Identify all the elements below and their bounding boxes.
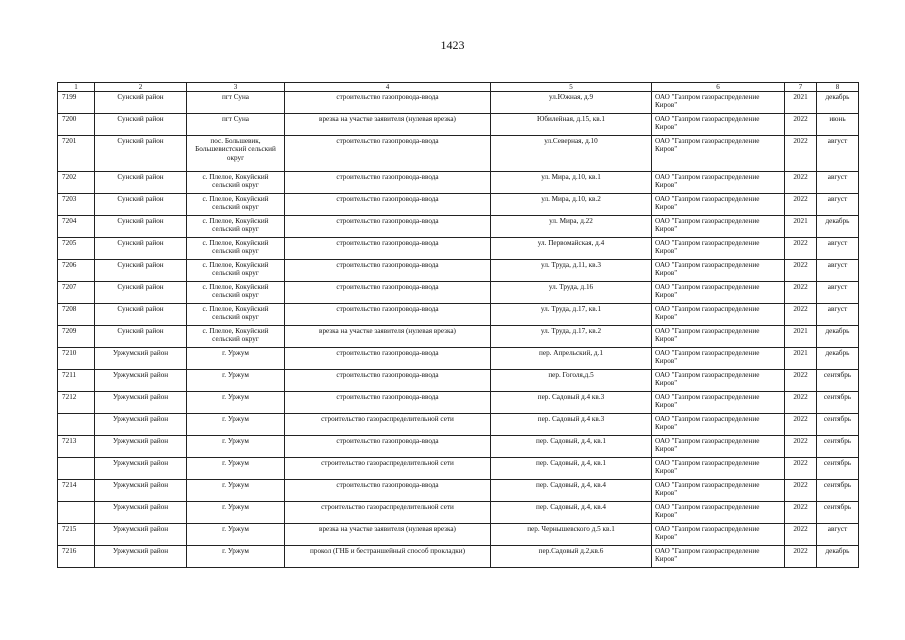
work-type-cell: строительство газораспределительной сети bbox=[285, 414, 491, 436]
district-cell: Уржумский район bbox=[95, 392, 187, 414]
work-type-cell: врезка на участке заявителя (нулевая врезка) bbox=[285, 524, 491, 546]
work-type-cell: строительство газопровода-ввода bbox=[285, 282, 491, 304]
address-cell: ул. Мира, д.10, кв.2 bbox=[491, 194, 652, 216]
month-cell: август bbox=[817, 524, 859, 546]
row-number: 7210 bbox=[58, 348, 95, 370]
address-cell: пер. Садовый, д.4, кв.4 bbox=[491, 480, 652, 502]
month-cell: август bbox=[817, 136, 859, 172]
table-row bbox=[58, 216, 859, 238]
organization-cell: ОАО "Газпром газораспределение Киров" bbox=[652, 436, 785, 458]
work-type-cell: строительство газопровода-ввода bbox=[285, 348, 491, 370]
locality-cell: г. Уржум bbox=[187, 458, 285, 480]
organization-cell: ОАО "Газпром газораспределение Киров" bbox=[652, 502, 785, 524]
address-cell: ул. Первомайская, д.4 bbox=[491, 238, 652, 260]
table-row bbox=[58, 260, 859, 282]
row-number: 7200 bbox=[58, 114, 95, 136]
locality-cell: г. Уржум bbox=[187, 392, 285, 414]
district-cell: Уржумский район bbox=[95, 480, 187, 502]
month-cell: декабрь bbox=[817, 216, 859, 238]
organization-cell: ОАО "Газпром газораспределение Киров" bbox=[652, 326, 785, 348]
locality-cell: с. Плелое, Кокуйский сельский округ bbox=[187, 260, 285, 282]
district-cell: Сунский район bbox=[95, 172, 187, 194]
locality-cell: с. Плелое, Кокуйский сельский округ bbox=[187, 172, 285, 194]
address-cell: пер.Садовый д.2,кв.6 bbox=[491, 546, 652, 568]
organization-cell: ОАО "Газпром газораспределение Киров" bbox=[652, 216, 785, 238]
work-type-cell: строительство газопровода-ввода bbox=[285, 136, 491, 172]
organization-cell: ОАО "Газпром газораспределение Киров" bbox=[652, 238, 785, 260]
organization-cell: ОАО "Газпром газораспределение Киров" bbox=[652, 282, 785, 304]
month-cell: сентябрь bbox=[817, 480, 859, 502]
address-cell: ул. Труда, д.17, кв.1 bbox=[491, 304, 652, 326]
district-cell: Сунский район bbox=[95, 282, 187, 304]
organization-cell: ОАО "Газпром газораспределение Киров" bbox=[652, 524, 785, 546]
work-type-cell: строительство газопровода-ввода bbox=[285, 392, 491, 414]
locality-cell: г. Уржум bbox=[187, 436, 285, 458]
work-type-cell: строительство газопровода-ввода bbox=[285, 92, 491, 114]
work-type-cell: строительство газопровода-ввода bbox=[285, 194, 491, 216]
year-cell: 2022 bbox=[785, 392, 817, 414]
year-cell: 2022 bbox=[785, 172, 817, 194]
table-row bbox=[58, 436, 859, 458]
work-type-cell: строительство газопровода-ввода bbox=[285, 436, 491, 458]
year-cell: 2022 bbox=[785, 282, 817, 304]
table-row bbox=[58, 348, 859, 370]
work-type-cell: строительство газопровода-ввода bbox=[285, 370, 491, 392]
year-cell: 2022 bbox=[785, 480, 817, 502]
table-row bbox=[58, 502, 859, 524]
work-type-cell: строительство газораспределительной сети bbox=[285, 458, 491, 480]
address-cell: пер. Садовый, д.4, кв.1 bbox=[491, 436, 652, 458]
district-cell: Уржумский район bbox=[95, 502, 187, 524]
address-cell: пер. Гоголя,д.5 bbox=[491, 370, 652, 392]
month-cell: декабрь bbox=[817, 92, 859, 114]
organization-cell: ОАО "Газпром газораспределение Киров" bbox=[652, 414, 785, 436]
row-number: 7214 bbox=[58, 480, 95, 502]
month-cell: август bbox=[817, 194, 859, 216]
year-cell: 2021 bbox=[785, 92, 817, 114]
table-row bbox=[58, 304, 859, 326]
locality-cell: г. Уржум bbox=[187, 546, 285, 568]
address-cell: ул. Мира, д.10, кв.1 bbox=[491, 172, 652, 194]
organization-cell: ОАО "Газпром газораспределение Киров" bbox=[652, 480, 785, 502]
year-cell: 2022 bbox=[785, 238, 817, 260]
year-cell: 2022 bbox=[785, 546, 817, 568]
month-cell: август bbox=[817, 282, 859, 304]
work-type-cell: строительство газопровода-ввода bbox=[285, 480, 491, 502]
district-cell: Уржумский район bbox=[95, 414, 187, 436]
month-cell: сентябрь bbox=[817, 370, 859, 392]
table-row bbox=[58, 238, 859, 260]
column-header: 2 bbox=[95, 83, 187, 92]
row-number: 7216 bbox=[58, 546, 95, 568]
year-cell: 2022 bbox=[785, 458, 817, 480]
address-cell: пер. Апрельский, д.1 bbox=[491, 348, 652, 370]
month-cell: декабрь bbox=[817, 348, 859, 370]
column-header: 8 bbox=[817, 83, 859, 92]
row-number bbox=[58, 458, 95, 480]
row-number: 7206 bbox=[58, 260, 95, 282]
work-type-cell: врезка на участке заявителя (нулевая врезка) bbox=[285, 114, 491, 136]
work-type-cell: строительство газопровода-ввода bbox=[285, 238, 491, 260]
month-cell: август bbox=[817, 238, 859, 260]
locality-cell: с. Плелое, Кокуйский сельский округ bbox=[187, 194, 285, 216]
year-cell: 2022 bbox=[785, 436, 817, 458]
district-cell: Сунский район bbox=[95, 114, 187, 136]
gas-connection-registry-table bbox=[57, 82, 859, 568]
address-cell: пер. Садовый, д.4, кв.1 bbox=[491, 458, 652, 480]
table-row bbox=[58, 172, 859, 194]
address-cell: Юбилейная, д.15, кв.1 bbox=[491, 114, 652, 136]
locality-cell: г. Уржум bbox=[187, 524, 285, 546]
locality-cell: г. Уржум bbox=[187, 370, 285, 392]
locality-cell: г. Уржум bbox=[187, 414, 285, 436]
locality-cell: с. Плелое, Кокуйский сельский округ bbox=[187, 216, 285, 238]
month-cell: декабрь bbox=[817, 546, 859, 568]
table-row bbox=[58, 114, 859, 136]
table-row bbox=[58, 392, 859, 414]
table-row bbox=[58, 136, 859, 172]
table-row bbox=[58, 194, 859, 216]
row-number bbox=[58, 502, 95, 524]
locality-cell: г. Уржум bbox=[187, 480, 285, 502]
row-number: 7212 bbox=[58, 392, 95, 414]
locality-cell: с. Плелое, Кокуйский сельский округ bbox=[187, 304, 285, 326]
address-cell: ул. Труда, д.11, кв.3 bbox=[491, 260, 652, 282]
organization-cell: ОАО "Газпром газораспределение Киров" bbox=[652, 458, 785, 480]
work-type-cell: строительство газопровода-ввода bbox=[285, 172, 491, 194]
table-row bbox=[58, 458, 859, 480]
column-header: 6 bbox=[652, 83, 785, 92]
column-header: 3 bbox=[187, 83, 285, 92]
month-cell: сентябрь bbox=[817, 414, 859, 436]
organization-cell: ОАО "Газпром газораспределение Киров" bbox=[652, 172, 785, 194]
organization-cell: ОАО "Газпром газораспределение Киров" bbox=[652, 370, 785, 392]
column-header: 5 bbox=[491, 83, 652, 92]
district-cell: Сунский район bbox=[95, 260, 187, 282]
row-number: 7209 bbox=[58, 326, 95, 348]
year-cell: 2022 bbox=[785, 524, 817, 546]
address-cell: ул. Труда, д.16 bbox=[491, 282, 652, 304]
table-row bbox=[58, 92, 859, 114]
column-number-row bbox=[58, 83, 859, 92]
row-number: 7213 bbox=[58, 436, 95, 458]
column-header: 1 bbox=[58, 83, 95, 92]
district-cell: Сунский район bbox=[95, 304, 187, 326]
row-number: 7204 bbox=[58, 216, 95, 238]
work-type-cell: строительство газопровода-ввода bbox=[285, 304, 491, 326]
organization-cell: ОАО "Газпром газораспределение Киров" bbox=[652, 136, 785, 172]
district-cell: Уржумский район bbox=[95, 546, 187, 568]
district-cell: Уржумский район bbox=[95, 348, 187, 370]
table-row bbox=[58, 546, 859, 568]
month-cell: сентябрь bbox=[817, 436, 859, 458]
district-cell: Уржумский район bbox=[95, 370, 187, 392]
column-header: 4 bbox=[285, 83, 491, 92]
work-type-cell: строительство газопровода-ввода bbox=[285, 216, 491, 238]
address-cell: ул.Северная, д.10 bbox=[491, 136, 652, 172]
row-number: 7208 bbox=[58, 304, 95, 326]
year-cell: 2022 bbox=[785, 114, 817, 136]
year-cell: 2022 bbox=[785, 414, 817, 436]
district-cell: Сунский район bbox=[95, 194, 187, 216]
month-cell: сентябрь bbox=[817, 502, 859, 524]
year-cell: 2021 bbox=[785, 348, 817, 370]
locality-cell: пгт Суна bbox=[187, 92, 285, 114]
month-cell: декабрь bbox=[817, 326, 859, 348]
district-cell: Сунский район bbox=[95, 216, 187, 238]
year-cell: 2022 bbox=[785, 502, 817, 524]
month-cell: июнь bbox=[817, 114, 859, 136]
address-cell: ул. Мира, д.22 bbox=[491, 216, 652, 238]
address-cell: пер. Садовый, д.4, кв.4 bbox=[491, 502, 652, 524]
district-cell: Сунский район bbox=[95, 136, 187, 172]
month-cell: август bbox=[817, 172, 859, 194]
district-cell: Уржумский район bbox=[95, 458, 187, 480]
month-cell: август bbox=[817, 260, 859, 282]
year-cell: 2022 bbox=[785, 260, 817, 282]
locality-cell: пос. Большевик, Большевистский сельский округ bbox=[187, 136, 285, 172]
year-cell: 2022 bbox=[785, 370, 817, 392]
district-cell: Сунский район bbox=[95, 238, 187, 260]
row-number: 7202 bbox=[58, 172, 95, 194]
year-cell: 2022 bbox=[785, 304, 817, 326]
locality-cell: с. Плелое, Кокуйский сельский округ bbox=[187, 238, 285, 260]
month-cell: август bbox=[817, 304, 859, 326]
row-number: 7203 bbox=[58, 194, 95, 216]
organization-cell: ОАО "Газпром газораспределение Киров" bbox=[652, 260, 785, 282]
address-cell: пер. Садовый д.4 кв.3 bbox=[491, 392, 652, 414]
table-row bbox=[58, 480, 859, 502]
table-row bbox=[58, 370, 859, 392]
row-number: 7207 bbox=[58, 282, 95, 304]
locality-cell: г. Уржум bbox=[187, 502, 285, 524]
row-number bbox=[58, 414, 95, 436]
row-number: 7205 bbox=[58, 238, 95, 260]
month-cell: сентябрь bbox=[817, 458, 859, 480]
locality-cell: г. Уржум bbox=[187, 348, 285, 370]
district-cell: Уржумский район bbox=[95, 524, 187, 546]
organization-cell: ОАО "Газпром газораспределение Киров" bbox=[652, 92, 785, 114]
table-row bbox=[58, 282, 859, 304]
month-cell: сентябрь bbox=[817, 392, 859, 414]
year-cell: 2021 bbox=[785, 326, 817, 348]
column-header: 7 bbox=[785, 83, 817, 92]
district-cell: Сунский район bbox=[95, 326, 187, 348]
year-cell: 2021 bbox=[785, 216, 817, 238]
organization-cell: ОАО "Газпром газораспределение Киров" bbox=[652, 114, 785, 136]
table-row bbox=[58, 414, 859, 436]
row-number: 7215 bbox=[58, 524, 95, 546]
work-type-cell: врезка на участке заявителя (нулевая врезка) bbox=[285, 326, 491, 348]
year-cell: 2022 bbox=[785, 136, 817, 172]
organization-cell: ОАО "Газпром газораспределение Киров" bbox=[652, 546, 785, 568]
work-type-cell: прокол (ГНБ и бестраншейный способ прокладки) bbox=[285, 546, 491, 568]
organization-cell: ОАО "Газпром газораспределение Киров" bbox=[652, 348, 785, 370]
organization-cell: ОАО "Газпром газораспределение Киров" bbox=[652, 194, 785, 216]
table-row bbox=[58, 326, 859, 348]
row-number: 7199 bbox=[58, 92, 95, 114]
locality-cell: с. Плелое, Кокуйский сельский округ bbox=[187, 326, 285, 348]
address-cell: пер. Садовый д.4 кв.3 bbox=[491, 414, 652, 436]
address-cell: пер. Чернышевского д.5 кв.1 bbox=[491, 524, 652, 546]
district-cell: Сунский район bbox=[95, 92, 187, 114]
table-row bbox=[58, 524, 859, 546]
address-cell: ул.Южная, д.9 bbox=[491, 92, 652, 114]
locality-cell: с. Плелое, Кокуйский сельский округ bbox=[187, 282, 285, 304]
district-cell: Уржумский район bbox=[95, 436, 187, 458]
locality-cell: пгт Суна bbox=[187, 114, 285, 136]
row-number: 7201 bbox=[58, 136, 95, 172]
row-number: 7211 bbox=[58, 370, 95, 392]
work-type-cell: строительство газопровода-ввода bbox=[285, 260, 491, 282]
address-cell: ул. Труда, д.17, кв.2 bbox=[491, 326, 652, 348]
year-cell: 2022 bbox=[785, 194, 817, 216]
page-number: 1423 bbox=[440, 38, 465, 52]
organization-cell: ОАО "Газпром газораспределение Киров" bbox=[652, 304, 785, 326]
organization-cell: ОАО "Газпром газораспределение Киров" bbox=[652, 392, 785, 414]
work-type-cell: строительство газораспределительной сети bbox=[285, 502, 491, 524]
